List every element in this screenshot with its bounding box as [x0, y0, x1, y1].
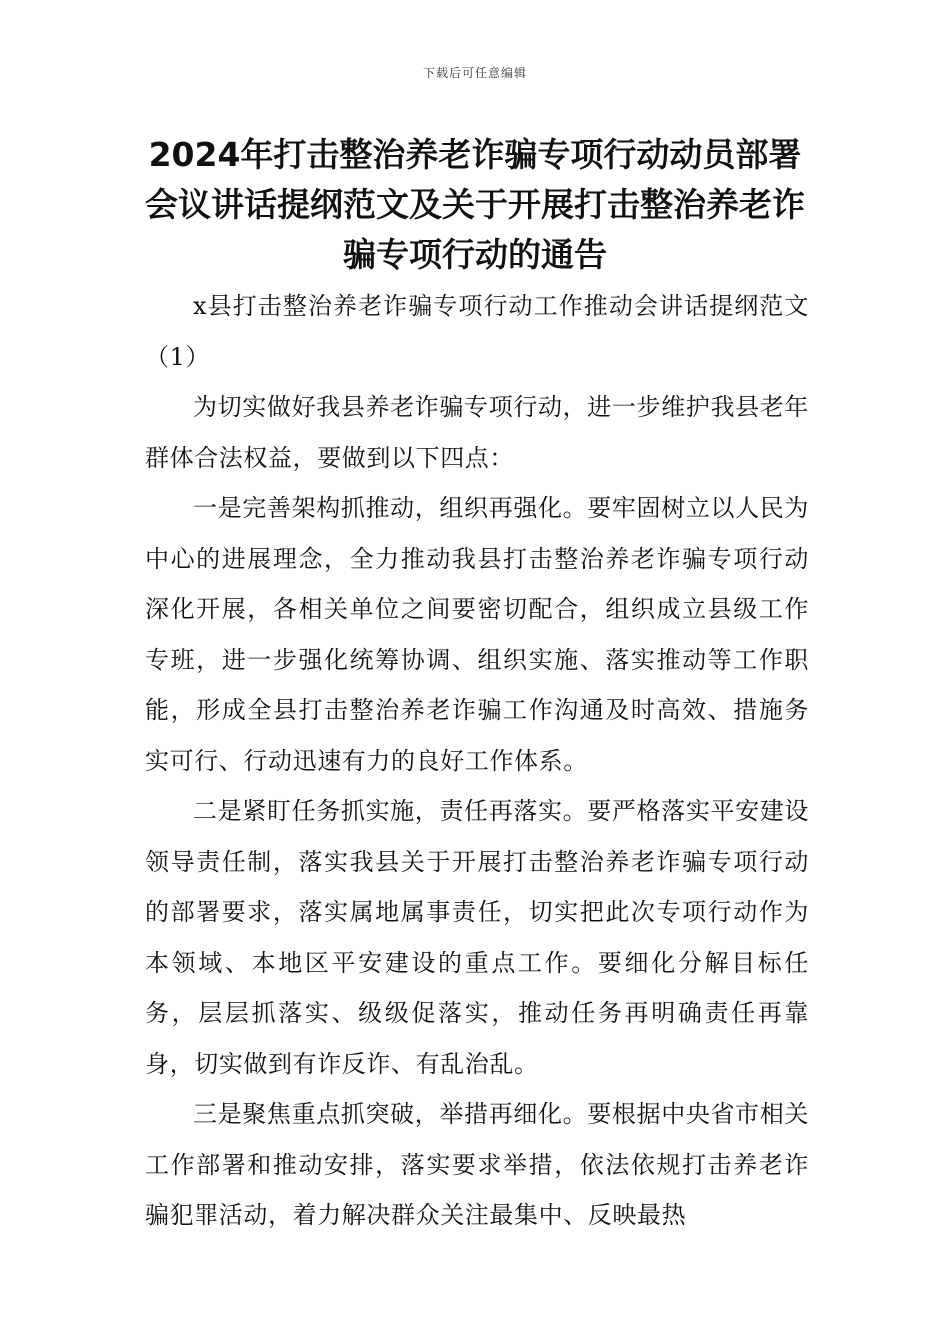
paragraph-point-one: 一是完善架构抓推动，组织再强化。要牢固树立以人民为中心的进展理念，全力推动我县打击整治养老诈骗专项行动深化开展，各相关单位之间要密切配合，组织成立县级工作专班，进一步强化统筹协调、组织实施、落实推动等工作职能，形成全县打击整治养老诈骗工作沟通及时高效、措施务实可行、行动迅速有力的良好工作体系。 [145, 494, 809, 775]
document-body [145, 281, 809, 1241]
paragraph-intro: 为切实做好我县养老诈骗专项行动，进一步维护我县老年群体合法权益，要做到以下四点： [145, 393, 809, 472]
paragraph-point-two: 二是紧盯任务抓实施，责任再落实。要严格落实平安建设领导责任制，落实我县关于开展打击整治养老诈骗专项行动的部署要求，落实属地属事责任，切实把此次专项行动作为本领域、本地区平安建设的重点工作。要细化分解目标任务，层层抓落实、级级促落实，推动任务再明确责任再靠身，切实做到有诈反诈、有乱治乱。 [145, 797, 809, 1078]
page-header-note: 下载后可任意编辑 [422, 66, 527, 80]
document-title: 2024年打击整治养老诈骗专项行动动员部署会议讲话提纲范文及关于开展打击整治养老诈骗专项行动的通告 [145, 135, 805, 274]
paragraph-point-three: 三是聚焦重点抓突破，举措再细化。要根据中央省市相关工作部署和推动安排，落实要求举措，依法依规打击养老诈骗犯罪活动，着力解决群众关注最集中、反映最热 [145, 1100, 809, 1229]
paragraph-subtitle: x县打击整治养老诈骗专项行动工作推动会讲话提纲范文（1） [145, 292, 809, 371]
